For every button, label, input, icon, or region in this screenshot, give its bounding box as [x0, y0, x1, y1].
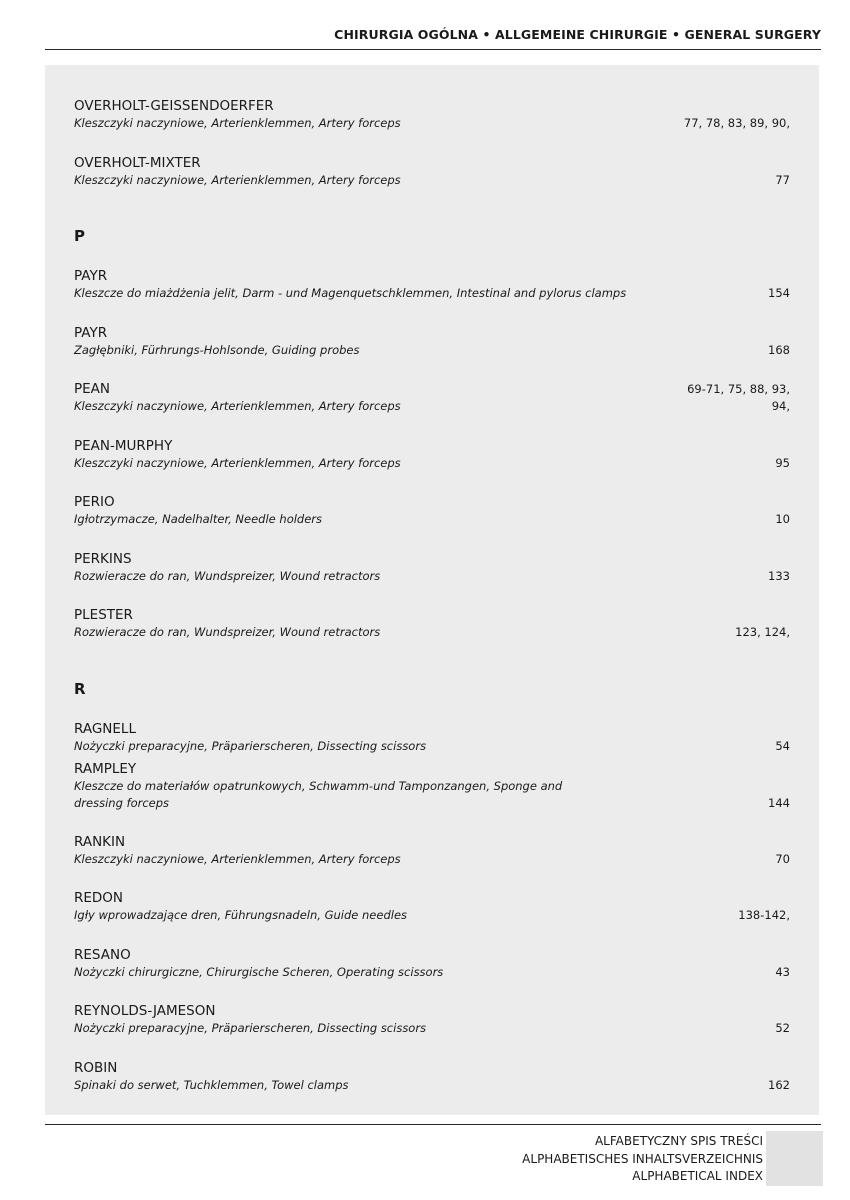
entry-pages: 69-71, 75, 88, 93, 94,: [687, 382, 790, 413]
entry-name: PAYR: [74, 325, 108, 341]
entry-pages: 52: [775, 1021, 790, 1035]
index-entry: [74, 551, 790, 585]
entry-description: Zagłębniki, Fürhrungs-Hohlsonde, Guiding probes: [74, 343, 360, 357]
index-entry: [74, 890, 790, 924]
index-entry: [74, 607, 790, 641]
entry-name: PERIO: [74, 494, 115, 510]
entry-description: Kleszcze do materiałów opatrunkowych, Schwamm-und Tamponzangen, Sponge and dressing forceps: [74, 779, 563, 810]
index-panel: [45, 65, 819, 1115]
entry-name: PERKINS: [74, 551, 132, 567]
entry-description: Nożyczki chirurgiczne, Chirurgische Scheren, Operating scissors: [74, 965, 444, 979]
entry-name: OVERHOLT-GEISSENDOERFER: [74, 98, 274, 114]
entry-description: Igły wprowadzające dren, Führungsnadeln, Guide needles: [74, 908, 408, 922]
footer-divider: [45, 1124, 821, 1125]
index-entry: [74, 381, 790, 415]
entry-description: Kleszczyki naczyniowe, Arterienklemmen, Artery forceps: [74, 852, 401, 866]
entry-description: Kleszczyki naczyniowe, Arterienklemmen, Artery forceps: [74, 456, 401, 470]
entry-description: Rozwieracze do ran, Wundspreizer, Wound retractors: [74, 569, 381, 583]
index-entry: [74, 325, 790, 359]
entry-pages: 154: [768, 286, 790, 300]
entry-description: Rozwieracze do ran, Wundspreizer, Wound retractors: [74, 625, 381, 639]
index-entry: [74, 494, 790, 528]
section-letter: R: [74, 680, 86, 698]
entry-pages: 138-142,: [738, 908, 790, 922]
entry-name: REYNOLDS-JAMESON: [74, 1003, 216, 1019]
entry-pages: 70: [775, 852, 790, 866]
entry-description: Nożyczki preparacyjne, Präparierscheren, Dissecting scissors: [74, 739, 427, 753]
entry-name: REDON: [74, 890, 124, 906]
index-entry: [74, 1003, 790, 1037]
footer-line-english: ALPHABETICAL INDEX: [632, 1169, 763, 1183]
entry-pages: 168: [768, 343, 790, 357]
entry-pages: 43: [775, 965, 790, 979]
entry-pages: 10: [775, 512, 790, 526]
entry-name: OVERHOLT-MIXTER: [74, 155, 201, 171]
entry-pages: 54: [775, 739, 790, 753]
entry-pages: 123, 124,: [735, 625, 790, 639]
index-entry: [74, 438, 790, 472]
section-letter: P: [74, 227, 85, 245]
entry-name: PAYR: [74, 268, 108, 284]
index-entry: [74, 721, 790, 755]
index-entry: [74, 98, 790, 132]
entry-description: Kleszcze do miażdżenia jelit, Darm - und Magenquetschklemmen, Intestinal and pylorus clamps: [74, 286, 627, 300]
entry-description: Spinaki do serwet, Tuchklemmen, Towel clamps: [74, 1078, 349, 1092]
entry-description: Kleszczyki naczyniowe, Arterienklemmen, Artery forceps: [74, 399, 401, 413]
entry-pages: 77, 78, 83, 89, 90,: [683, 116, 790, 130]
entry-name: RESANO: [74, 947, 131, 963]
entry-description: Kleszczyki naczyniowe, Arterienklemmen, Artery forceps: [74, 116, 401, 130]
entry-name: RAGNELL: [74, 721, 136, 737]
index-entry: [74, 268, 790, 302]
entry-name: ROBIN: [74, 1060, 118, 1076]
entry-pages: 95: [775, 456, 790, 470]
index-entry: [74, 155, 790, 189]
page-header: CHIRURGIA OGÓLNA • ALLGEMEINE CHIRURGIE • GENERAL SURGERY: [45, 24, 821, 50]
entry-name: RAMPLEY: [74, 761, 137, 777]
entry-pages: 77: [775, 173, 790, 187]
entry-pages: 162: [768, 1078, 790, 1092]
footer-line-german: ALPHABETISCHES INHALTSVERZEICHNIS: [522, 1151, 763, 1166]
entry-description: Kleszczyki naczyniowe, Arterienklemmen, Artery forceps: [74, 173, 401, 187]
footer-line-polish: ALFABETYCZNY SPIS TREŚCI: [594, 1134, 763, 1148]
page-tab-marker: [766, 1131, 823, 1186]
footer-title: [522, 1133, 763, 1186]
entry-description: Nożyczki preparacyjne, Präparierscheren, Dissecting scissors: [74, 1021, 427, 1035]
entry-name: RANKIN: [74, 834, 126, 850]
index-entry: [74, 761, 790, 812]
entry-name: PEAN: [74, 381, 111, 397]
index-entry: [74, 947, 790, 981]
index-entry: [74, 834, 790, 868]
entry-pages: 144: [768, 796, 790, 810]
entry-description: Igłotrzymacze, Nadelhalter, Needle holders: [74, 512, 323, 526]
entry-name: PLESTER: [74, 607, 133, 623]
entry-name: PEAN-MURPHY: [74, 438, 173, 454]
entry-pages: 133: [768, 569, 790, 583]
index-entry: [74, 1060, 790, 1094]
